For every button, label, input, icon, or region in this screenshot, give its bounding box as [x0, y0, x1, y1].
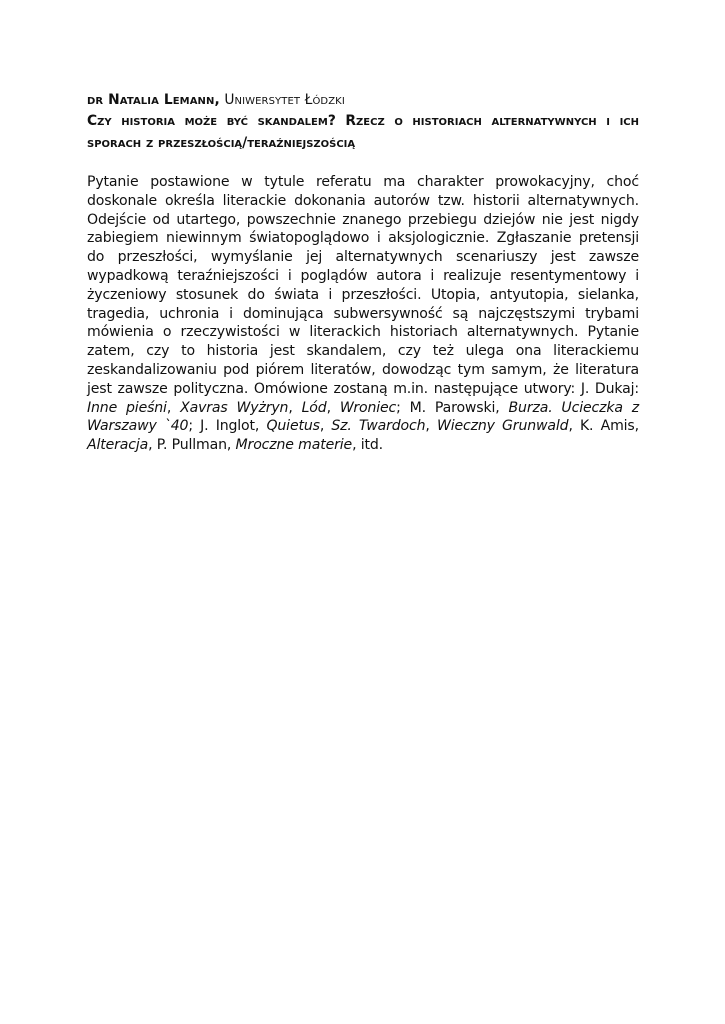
- separator: ; M. Parowski,: [396, 399, 509, 416]
- work-title: Quietus: [266, 418, 320, 435]
- author-name: dr Natalia Lemann,: [87, 92, 220, 108]
- document-content: [87, 90, 639, 469]
- work-title: Lód: [301, 399, 327, 416]
- work-title: Burza. Ucieczka z Warszawy `40: [87, 399, 639, 435]
- separator: , itd.: [352, 437, 383, 454]
- separator: ,: [326, 399, 340, 416]
- work-title: Inne pieśni: [87, 399, 167, 416]
- abstract-intro: Pytanie postawione w tytule referatu ma charakter prowokacyjny, choć doskonale określa literackie dokonania autorów tzw. historii alternatywnych. Odejście od utartego, powszechnie znanego przebiegu dziejów nie jest nigdy zabiegiem niewinnym światopoglądowo i aksjologicznie. Zgłaszanie pretensji do przeszłości, wymyślanie jej alternatywnych scenariuszy jest zawsze wypadkową teraźniejszości i poglądów autora i realizuje resentymentowy i życzeniowy stosunek do świata i przeszłości. Utopia, antyutopia, sielanka, tragedia, uchronia i dominująca subwersywność są najczęstszymi trybami mówienia o rzeczywistości w literackich historiach alternatywnych. Pytanie zatem, czy to historia jest skandalem, czy też ulega ona literackiemu zeskandalizowaniu pod piórem literatów, dowodząc tym samym, że literatura jest zawsze polityczna. Omówione zostaną m.in. następujące utwory: J. Dukaj:: [87, 174, 639, 397]
- work-title: Wieczny Grunwald: [436, 418, 569, 435]
- separator: ,: [319, 418, 332, 435]
- author-line: [87, 90, 639, 110]
- separator: , P. Pullman,: [148, 437, 236, 454]
- work-title: Xavras Wyżryn: [180, 399, 289, 416]
- separator: ,: [425, 418, 437, 435]
- work-title: Alteracja: [87, 437, 149, 454]
- work-title: Sz. Twardoch: [331, 418, 426, 435]
- abstract-paragraph: [87, 173, 639, 455]
- affiliation: Uniwersytet Łódzki: [224, 92, 345, 108]
- separator: ,: [166, 399, 181, 416]
- separator: ,: [288, 399, 302, 416]
- work-title: Wroniec: [339, 399, 397, 416]
- separator: , K. Amis,: [568, 418, 639, 435]
- work-title: Mroczne materie: [235, 437, 353, 454]
- paper-title: Czy historia może być skandalem? Rzecz o historiach alternatywnych i ich sporach z przeszłością/teraźniejszością: [87, 113, 639, 151]
- separator: ; J. Inglot,: [188, 418, 267, 435]
- header: [87, 90, 639, 154]
